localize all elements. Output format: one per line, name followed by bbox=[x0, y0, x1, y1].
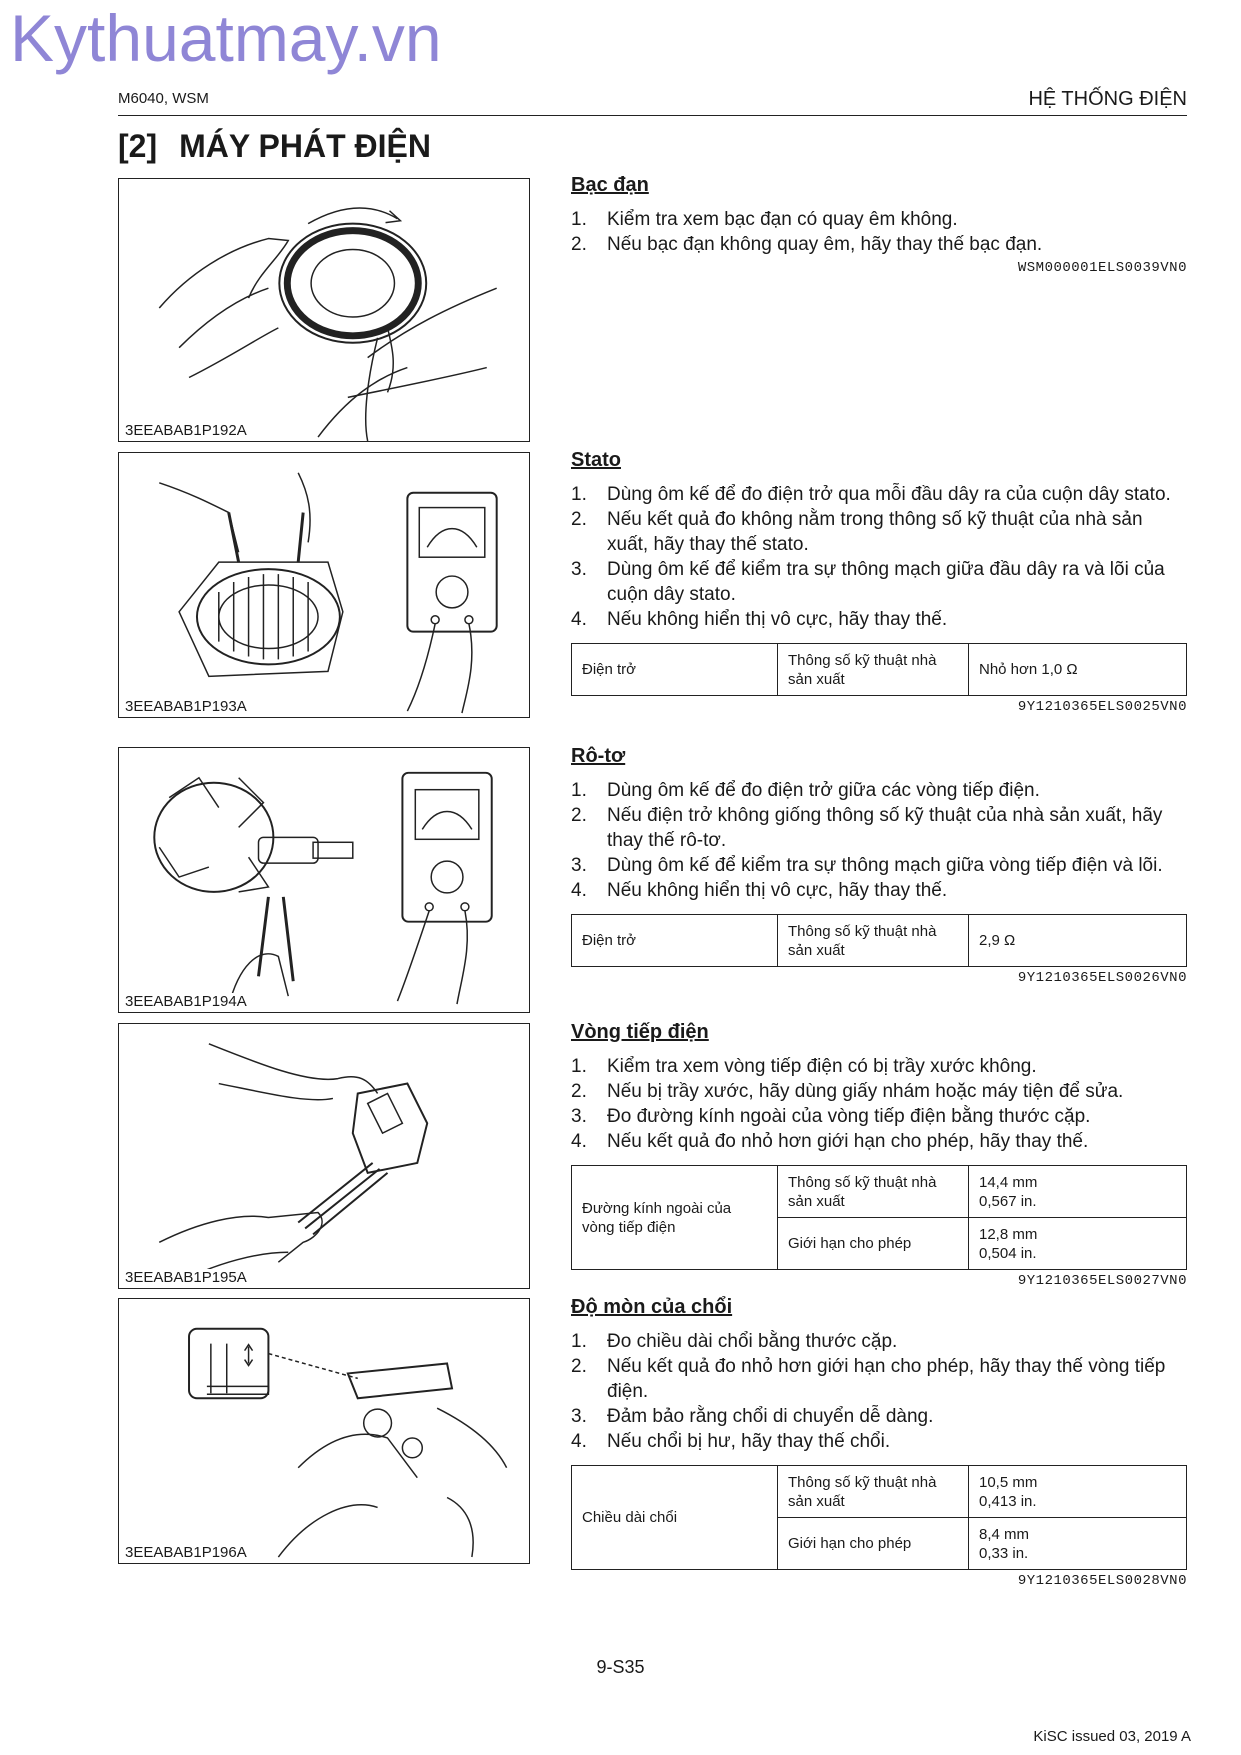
figure-bearing bbox=[118, 178, 530, 442]
spec-table bbox=[571, 1165, 1187, 1270]
spec-value: 8,4 mm 0,33 in. bbox=[969, 1518, 1187, 1570]
spec-item: Điện trở bbox=[572, 915, 778, 967]
figure-caption: 3EEABAB1P192A bbox=[125, 422, 247, 439]
spec-label: Giới hạn cho phép bbox=[778, 1518, 969, 1570]
figure-caption: 3EEABAB1P194A bbox=[125, 993, 247, 1010]
section-title bbox=[118, 128, 431, 165]
spec-value: 2,9 Ω bbox=[969, 915, 1187, 967]
step-item: 1. Đo chiều dài chổi bằng thước cặp. bbox=[571, 1331, 898, 1352]
block-title: Stato bbox=[571, 449, 621, 471]
spec-label: Giới hạn cho phép bbox=[778, 1218, 969, 1270]
reference-code: 9Y1210365ELS0028VN0 bbox=[1017, 1573, 1187, 1589]
issue-note: KiSC issued 03, 2019 A bbox=[1033, 1728, 1191, 1745]
spec-table bbox=[571, 914, 1187, 967]
step-item: 3. Dùng ôm kế để kiểm tra sự thông mạch giữa vòng tiếp điện và lõi. bbox=[571, 855, 1163, 876]
step-list bbox=[571, 207, 1187, 257]
section-number: [2] bbox=[118, 128, 158, 164]
spec-table bbox=[571, 1465, 1187, 1570]
figure-rotor bbox=[118, 747, 530, 1013]
rotor-ohmmeter-illustration bbox=[119, 748, 529, 1012]
header-rule bbox=[118, 115, 1187, 116]
reference-code: 9Y1210365ELS0025VN0 bbox=[1017, 699, 1187, 715]
block-brush bbox=[571, 1296, 1187, 1589]
step-item: 3. Đảm bảo rằng chổi di chuyển dễ dàng. bbox=[571, 1406, 934, 1427]
spec-item: Điện trở bbox=[572, 644, 778, 696]
figure-caption: 3EEABAB1P196A bbox=[125, 1544, 247, 1561]
block-title: Bạc đạn bbox=[571, 174, 649, 196]
header-chapter: HỆ THỐNG ĐIỆN bbox=[1028, 88, 1187, 110]
spec-value: Nhỏ hơn 1,0 Ω bbox=[969, 644, 1187, 696]
step-item: 2. Nếu bị trầy xước, hãy dùng giấy nhám hoặc máy tiện để sửa. bbox=[571, 1081, 1124, 1102]
figure-caption: 3EEABAB1P195A bbox=[125, 1269, 247, 1286]
figure-caption: 3EEABAB1P193A bbox=[125, 698, 247, 715]
step-item: 1. Dùng ôm kế để đo điện trở qua mỗi đầu dây ra của cuộn dây stato. bbox=[571, 484, 1171, 505]
step-item: 4. Nếu không hiển thị vô cực, hãy thay thế. bbox=[571, 880, 948, 901]
spec-label: Thông số kỹ thuật nhà sản xuất bbox=[778, 644, 969, 696]
block-bearing bbox=[571, 174, 1187, 276]
step-item: 1. Dùng ôm kế để đo điện trở giữa các vòng tiếp điện. bbox=[571, 780, 1040, 801]
spec-value: 10,5 mm 0,413 in. bbox=[969, 1466, 1187, 1518]
block-slip-ring bbox=[571, 1021, 1187, 1289]
block-title: Vòng tiếp điện bbox=[571, 1021, 709, 1043]
step-list bbox=[571, 1329, 1187, 1454]
step-list bbox=[571, 778, 1187, 903]
brush-caliper-illustration bbox=[119, 1299, 529, 1563]
step-item: 3. Đo đường kính ngoài của vòng tiếp điện bằng thước cặp. bbox=[571, 1106, 1091, 1127]
block-rotor bbox=[571, 745, 1187, 986]
spec-item: Chiều dài chổi bbox=[572, 1466, 778, 1570]
step-item: 3. Dùng ôm kế để kiểm tra sự thông mạch giữa đầu dây ra và lõi của cuộn dây stato. bbox=[571, 559, 1165, 605]
bearing-illustration bbox=[119, 179, 529, 441]
figure-stator bbox=[118, 452, 530, 718]
stator-ohmmeter-illustration bbox=[119, 453, 529, 717]
spec-table bbox=[571, 643, 1187, 696]
spec-label: Thông số kỹ thuật nhà sản xuất bbox=[778, 1466, 969, 1518]
page-number: 9-S35 bbox=[596, 1657, 645, 1677]
figure-slip-ring bbox=[118, 1023, 530, 1289]
step-item: 1. Kiểm tra xem bạc đạn có quay êm không. bbox=[571, 209, 958, 230]
step-item: 1. Kiểm tra xem vòng tiếp điện có bị trầy xước không. bbox=[571, 1056, 1037, 1077]
step-item: 2. Nếu bạc đạn không quay êm, hãy thay thế bạc đạn. bbox=[571, 234, 1043, 255]
reference-code: 9Y1210365ELS0027VN0 bbox=[1017, 1273, 1187, 1289]
step-item: 2. Nếu kết quả đo nhỏ hơn giới hạn cho phép, hãy thay thế vòng tiếp điện. bbox=[571, 1356, 1166, 1402]
step-item: 4. Nếu kết quả đo nhỏ hơn giới hạn cho phép, hãy thay thế. bbox=[571, 1131, 1089, 1152]
spec-value: 14,4 mm 0,567 in. bbox=[969, 1166, 1187, 1218]
block-title: Độ mòn của chổi bbox=[571, 1296, 733, 1318]
spec-label: Thông số kỹ thuật nhà sản xuất bbox=[778, 1166, 969, 1218]
figure-brush bbox=[118, 1298, 530, 1564]
step-item: 4. Nếu chổi bị hư, hãy thay thế chổi. bbox=[571, 1431, 891, 1452]
step-item: 4. Nếu không hiển thị vô cực, hãy thay thế. bbox=[571, 609, 948, 630]
step-item: 2. Nếu kết quả đo không nằm trong thông số kỹ thuật của nhà sản xuất, hãy thay thế stato. bbox=[571, 509, 1143, 555]
spec-item: Đường kính ngoài của vòng tiếp điện bbox=[572, 1166, 778, 1270]
watermark: Kythuatmay.vn bbox=[10, 1, 442, 75]
block-title: Rô-tơ bbox=[571, 745, 626, 767]
step-list bbox=[571, 1054, 1187, 1154]
step-list bbox=[571, 482, 1187, 632]
block-stator bbox=[571, 449, 1187, 715]
reference-code: WSM000001ELS0039VN0 bbox=[1017, 260, 1187, 276]
header-model: M6040, WSM bbox=[118, 90, 209, 107]
spec-value: 12,8 mm 0,504 in. bbox=[969, 1218, 1187, 1270]
spec-label: Thông số kỹ thuật nhà sản xuất bbox=[778, 915, 969, 967]
reference-code: 9Y1210365ELS0026VN0 bbox=[1017, 970, 1187, 986]
step-item: 2. Nếu điện trở không giống thông số kỹ thuật của nhà sản xuất, hãy thay thế rô-tơ. bbox=[571, 805, 1163, 851]
section-name: MÁY PHÁT ĐIỆN bbox=[179, 128, 431, 164]
slip-ring-caliper-illustration bbox=[119, 1024, 529, 1288]
